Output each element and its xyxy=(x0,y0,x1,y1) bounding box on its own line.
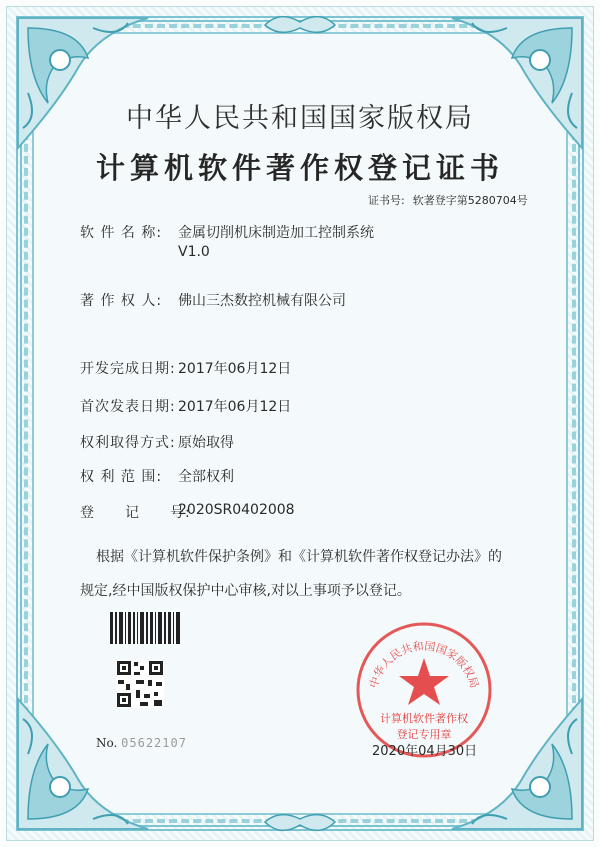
barcode-icon xyxy=(110,612,180,644)
seal-text-line-2: 登记专用章 xyxy=(396,728,452,741)
rights-scope-label: 权 利 范 围: xyxy=(80,469,163,485)
official-seal-icon xyxy=(354,620,494,760)
corner-ornament-icon xyxy=(8,8,158,158)
first-publish-date-label: 首次发表日期: xyxy=(80,399,176,415)
dev-completion-date-label: 开发完成日期: xyxy=(80,361,176,377)
first-publish-date-value: 2017年06月12日 xyxy=(178,399,292,415)
top-ornament-icon xyxy=(260,10,340,40)
copyright-owner-value: 佛山三杰数控机械有限公司 xyxy=(178,293,346,309)
qr-code-icon xyxy=(116,660,164,708)
corner-ornament-icon xyxy=(442,8,592,158)
certificate-number-label: 证书号: xyxy=(368,194,405,207)
certificate-number-value: 软著登字第5280704号 xyxy=(412,194,528,207)
corner-ornament-icon xyxy=(8,689,158,839)
issue-date: 2020年04月30日 xyxy=(372,744,478,759)
rights-acquisition-label: 权利取得方式: xyxy=(80,435,176,451)
software-version-value: V1.0 xyxy=(178,244,210,260)
registration-number-value: 2020SR0402008 xyxy=(178,502,295,518)
seal-arc-text: 中华人民共和国国家版权局 xyxy=(367,639,481,690)
issuer-title: 中华人民共和国国家版权局 xyxy=(126,103,474,134)
statement-line-1: 根据《计算机软件保护条例》和《计算机软件著作权登记办法》的 xyxy=(96,549,502,565)
software-name-label: 软 件 名 称: xyxy=(80,225,163,241)
serial-number-label: No. xyxy=(96,736,118,750)
rights-acquisition-value: 原始取得 xyxy=(178,435,234,451)
copyright-owner-label: 著 作 权 人: xyxy=(80,293,163,309)
serial-number-value: 05622107 xyxy=(121,736,187,750)
dev-completion-date-value: 2017年06月12日 xyxy=(178,361,292,377)
registration-number-label: 登 记 号: xyxy=(80,505,191,521)
serial-number xyxy=(96,736,187,750)
rights-scope-value: 全部权利 xyxy=(178,469,234,485)
statement-line-2: 规定,经中国版权保护中心审核,对以上事项予以登记。 xyxy=(80,583,411,599)
software-name-value: 金属切削机床制造加工控制系统 xyxy=(178,225,374,241)
bottom-ornament-icon xyxy=(260,807,340,837)
certificate-number xyxy=(368,192,536,208)
seal-text-line-1: 计算机软件著作权 xyxy=(380,712,468,725)
certificate-title: 计算机软件著作权登记证书 xyxy=(95,151,504,185)
